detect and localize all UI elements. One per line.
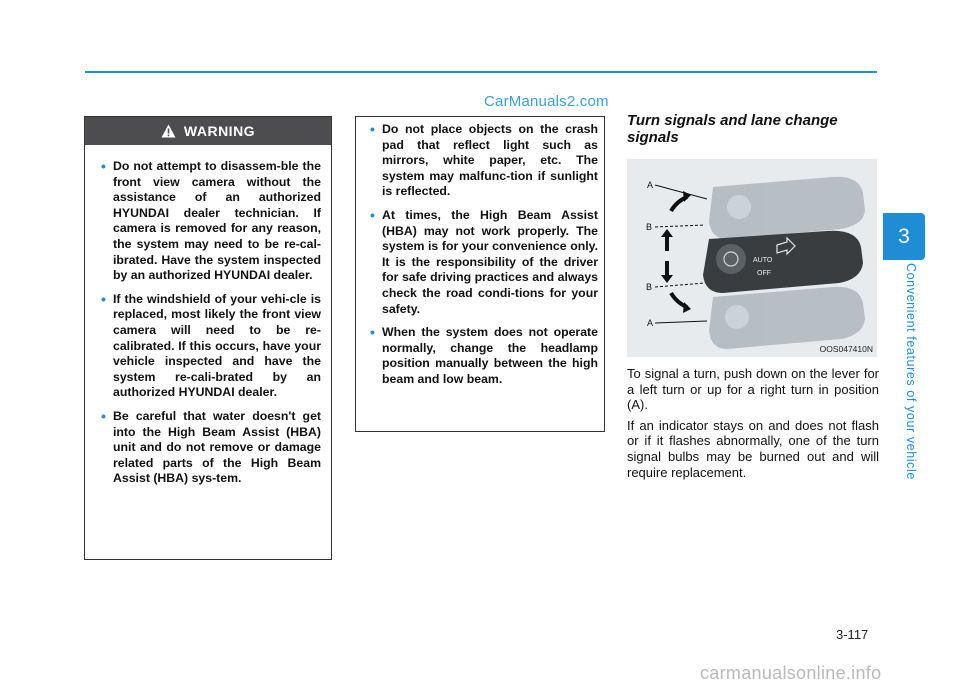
auto-label: AUTO [753, 257, 773, 264]
turn-signal-lever-illustration [627, 159, 877, 357]
warning-bullet: • Do not place objects on the crash pad that reflect light such as mirrors, white paper, etc. The system may malfunc-tion if sunlight is reflected. [368, 122, 598, 200]
off-label: OFF [757, 270, 771, 277]
warning-triangle-icon [161, 124, 176, 138]
warning-list [85, 145, 331, 487]
chapter-title: Convenient features of your vehicle [904, 263, 918, 480]
position-label-a: A [647, 180, 654, 190]
chapter-title-vertical [904, 263, 918, 493]
warning-bullet: • When the system does not operate normally, change the headlamp position manually between the high beam and low beam. [368, 325, 598, 387]
watermark-bottom[interactable]: carmanualsonline.info [700, 663, 882, 683]
warning-bullet: • If the windshield of your vehi-cle is replaced, most likely the front view camera will need to be re-calibrated. If this occurs, have your vehicle inspected and have the system re-cali-brated by an authorized HYUNDAI dealer. [99, 292, 321, 401]
turn-signal-section [627, 112, 879, 480]
warning-continued-list [356, 117, 604, 388]
warning-header [85, 117, 331, 145]
warning-continued-box [355, 116, 605, 432]
figure-code: OOS047410N [819, 344, 873, 354]
turn-signal-figure [627, 159, 877, 357]
warning-bullet: • Be careful that water doesn't get into the High Beam Assist (HBA) unit and do not remove or damage related parts of the High Beam Assist (HBA) sys-tem. [99, 409, 321, 487]
watermark-top[interactable]: CarManuals2.com [484, 93, 609, 110]
position-label-b: B [646, 222, 653, 232]
position-label-b: B [646, 282, 653, 292]
warning-bullet: • Do not attempt to disassem-ble the front view camera without the assistance of an authorized HYUNDAI dealer technician. If camera is removed for any reason, the system may need to be re-cal-ibrated. Have the system inspected by an authorized HYUNDAI dealer. [99, 159, 321, 284]
body-paragraph: If an indicator stays on and does not flash or if it flashes abnormally, one of the turn signal bulbs may be burned out and will require replacement. [627, 417, 879, 480]
chapter-tab: 3 [883, 213, 925, 260]
warning-bullet: • At times, the High Beam Assist (HBA) may not work properly. The system is for your convenience only. It is the responsibility of the driver for safe driving practices and always check the road condi-tions for your safety. [368, 208, 598, 317]
warning-box [84, 116, 332, 560]
warning-heading: WARNING [183, 123, 256, 139]
header-rule [85, 71, 877, 73]
body-paragraph: To signal a turn, push down on the lever for a left turn or up for a right turn in position (A). [627, 366, 879, 413]
page-number: 3-117 [836, 627, 869, 642]
section-title: Turn signals and lane change signals [627, 112, 838, 146]
position-label-a: A [647, 318, 654, 328]
